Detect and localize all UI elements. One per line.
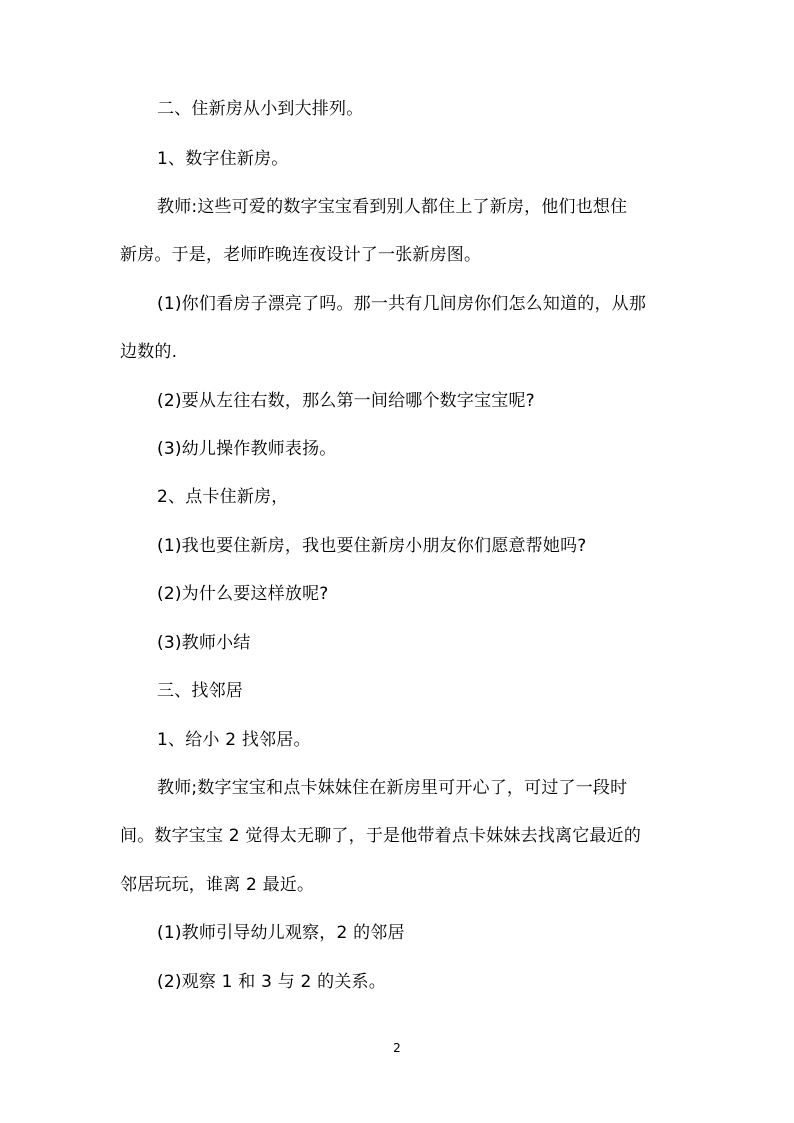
paragraph-line: (2)观察 1 和 3 与 2 的关系。 [157,972,386,992]
paragraph-line: 教师:这些可爱的数字宝宝看到别人都住上了新房，他们也想住 [157,197,628,217]
paragraph-line: (1)我也要住新房，我也要住新房小朋友你们愿意帮她吗? [157,536,587,556]
paragraph-line: (1)教师引导幼儿观察，2 的邻居 [157,923,405,943]
paragraph-line: (1)你们看房子漂亮了吗。那一共有几间房你们怎么知道的，从那 [157,294,647,314]
paragraph-line: (3)幼儿操作教师表扬。 [157,439,337,459]
section-heading-3: 三、找邻居 [157,681,243,701]
paragraph-line: (2)为什么要这样放呢? [157,584,329,604]
paragraph-line: (2)要从左往右数，那么第一间给哪个数字宝宝呢? [157,391,535,411]
paragraph-line: 教师;数字宝宝和点卡妹妹住在新房里可开心了，可过了一段时 [157,778,628,798]
paragraph-line: (3)教师小结 [157,633,251,653]
page-number: 2 [393,1041,401,1055]
subheading-dot-cards-move-in: 2、点卡住新房， [157,487,289,507]
paragraph-line: 邻居玩玩，谁离 2 最近。 [120,875,315,895]
paragraph-line: 间。数字宝宝 2 觉得太无聊了，于是他带着点卡妹妹去找离它最近的 [120,826,642,846]
subheading-find-neighbors: 1、给小 2 找邻居。 [157,730,311,750]
section-heading-2: 二、住新房从小到大排列。 [157,99,364,119]
paragraph-line: 新房。于是，老师昨晚连夜设计了一张新房图。 [120,245,482,265]
paragraph-line: 边数的. [120,342,178,362]
subheading-digits-move-in: 1、数字住新房。 [157,149,289,169]
